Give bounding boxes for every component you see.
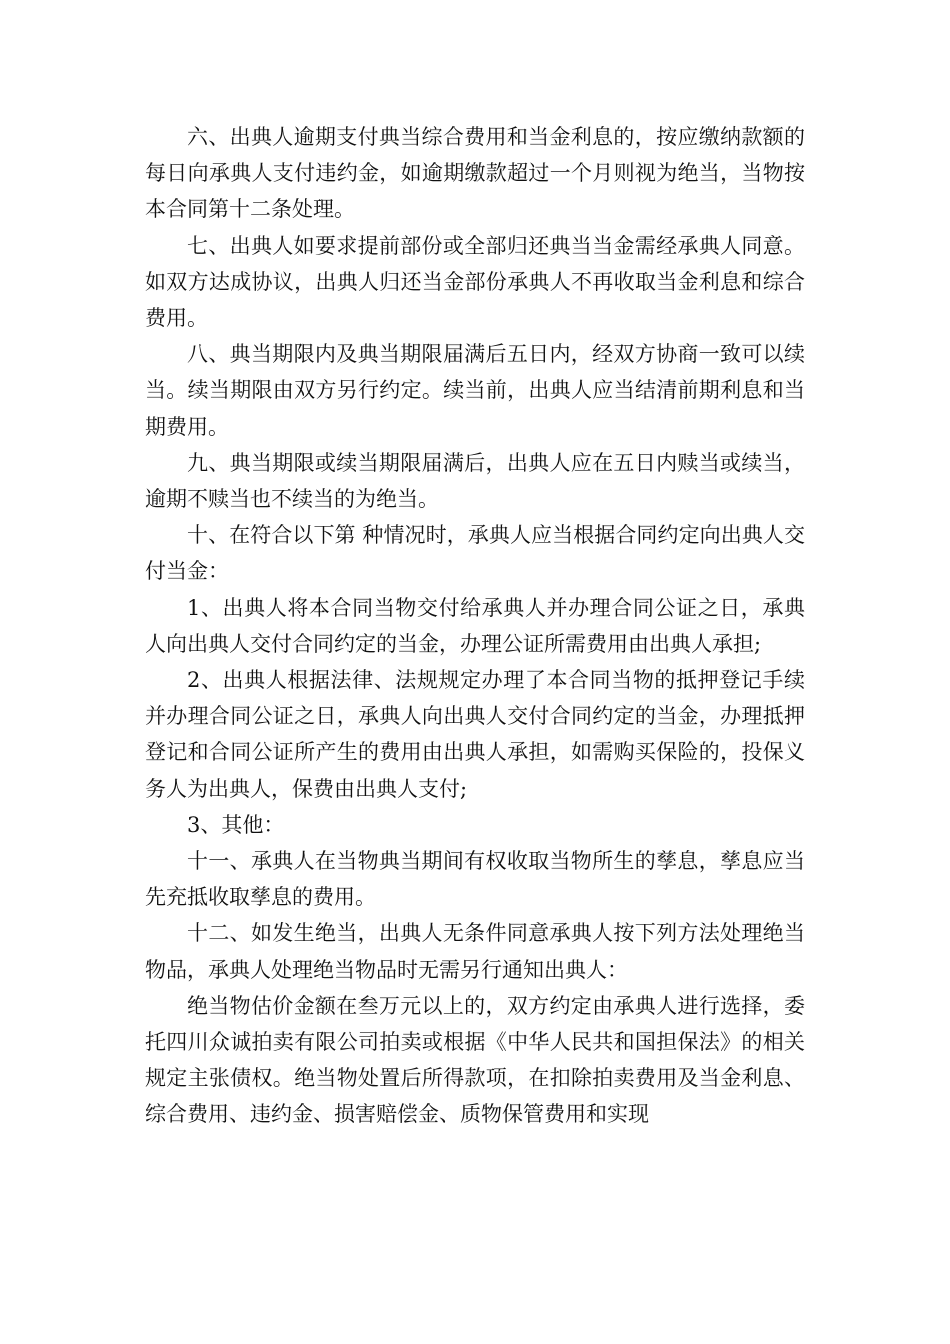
clause-10-item-3: 3、其他： (187, 812, 285, 837)
clause-10-paragraph: 十、在符合以下第 种情况时，承典人应当根据合同约定向出典人交付当金： (145, 523, 805, 584)
clause-12-paragraph: 十二、如发生绝当，出典人无条件同意承典人按下列方法处理绝当物品，承典人处理绝当物品时无需另行通知出典人： (145, 921, 805, 982)
clause-10-item-1: 1、出典人将本合同当物交付给承典人并办理合同公证之日，承典人向出典人交付合同约定的当金，办理公证所需费用由出典人承担; (145, 595, 805, 656)
clause-8-paragraph: 八、典当期限内及典当期限届满后五日内，经双方协商一致可以续当。续当期限由双方另行约定。续当前，出典人应当结清前期利息和当期费用。 (145, 342, 805, 439)
clause-7-paragraph: 七、出典人如要求提前部份或全部归还典当当金需经承典人同意。如双方达成协议，出典人归还当金部份承典人不再收取当金利息和综合费用。 (145, 233, 805, 331)
clause-9-paragraph: 九、典当期限或续当期限届满后，出典人应在五日内赎当或续当，逾期不赎当也不续当的为绝当。 (145, 450, 805, 512)
clause-11-paragraph: 十一、承典人在当物典当期间有权收取当物所生的孳息，孳息应当先充抵收取孳息的费用。 (145, 849, 805, 910)
clause-6-paragraph: 六、出典人逾期支付典当综合费用和当金利息的，按应缴纳款额的每日向承典人支付违约金，如逾期缴款超过一个月则视为绝当，当物按本合同第十二条处理。 (145, 125, 805, 222)
clause-12-detail-paragraph: 绝当物估价金额在叁万元以上的，双方约定由承典人进行选择，委托四川众诚拍卖有限公司拍卖或根据《中华人民共和国担保法》的相关规定主张债权。绝当物处置后所得款项，在扣除拍卖费用及当金利息、综合费用、违约金、损害赔偿金、质物保管费用和实现 (145, 993, 805, 1127)
clause-10-item-2: 2、出典人根据法律、法规规定办理了本合同当物的抵押登记手续并办理合同公证之日，承典人向出典人交付合同约定的当金，办理抵押登记和合同公证所产生的费用由出典人承担，如需购买保险的，投保义务人为出典人，保费由出典人支付; (145, 668, 805, 801)
document-body (145, 119, 805, 1133)
